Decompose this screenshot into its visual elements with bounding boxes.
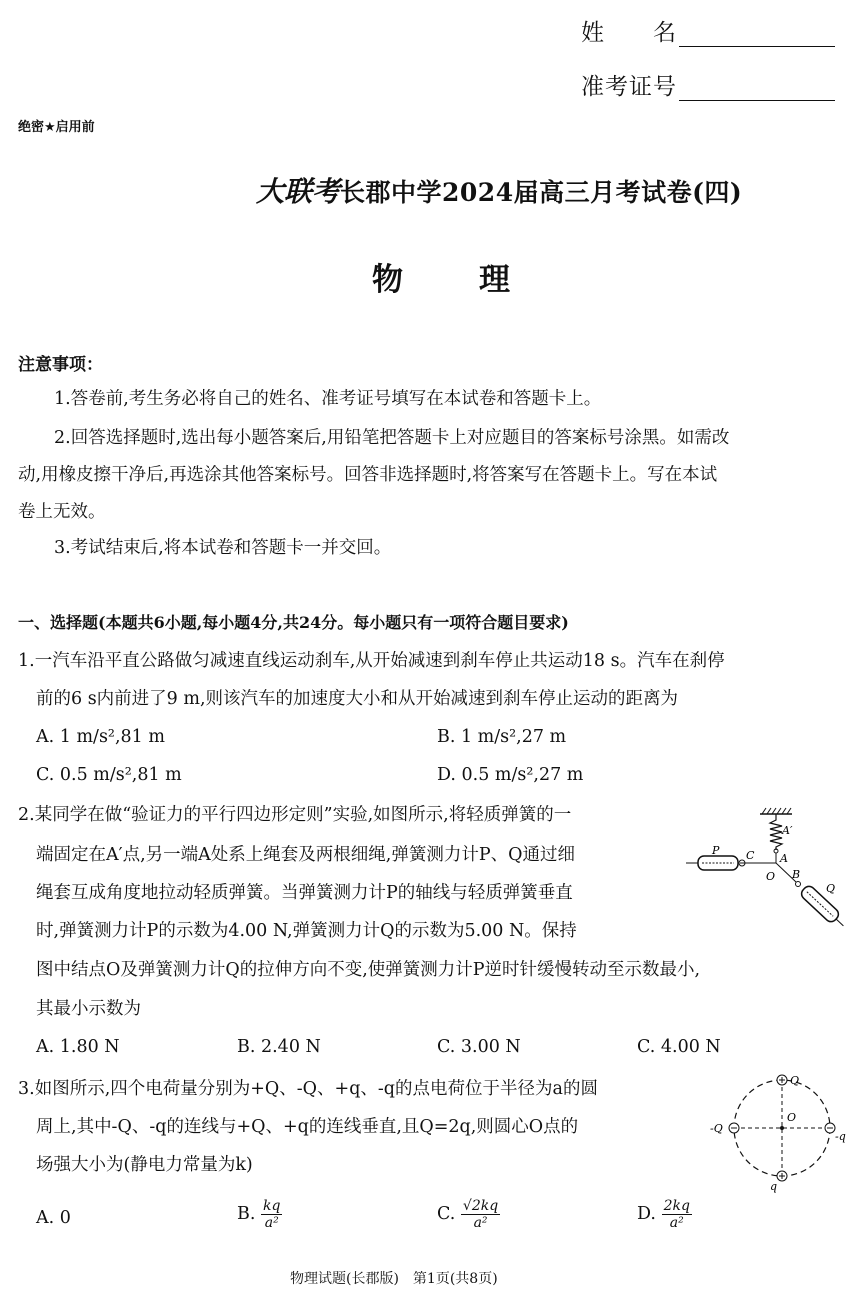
label-o: O (766, 870, 776, 883)
brand-logo-text: 大联考 (256, 175, 341, 208)
notice-heading: 注意事项： (18, 355, 103, 375)
q2-line-5: 图中结点O及弹簧测力计Q的拉伸方向不变,使弹簧测力计P逆时针缓慢转动至示数最小, (36, 960, 701, 980)
name-field[interactable] (581, 14, 835, 47)
name-label: 姓 名 (581, 20, 677, 46)
q3-option-d[interactable]: D. $\frac{2kq}{\text{a²}}$ (637, 1198, 690, 1231)
label-p: P (712, 844, 720, 857)
q2-line-4: 时,弹簧测力计P的示数为4.00 N,弹簧测力计Q的示数为5.00 N。保持 (36, 921, 577, 941)
q1-option-b[interactable]: B. 1 m/s²,27 m (437, 727, 567, 747)
exam-id-label: 准考证号 (581, 74, 677, 100)
q3-option-c[interactable]: C. $\frac{√2kq}{\text{a²}}$ (437, 1198, 499, 1231)
q3-option-c-fraction: $\frac{√2kq}{\text{a²}}$ (462, 1198, 499, 1231)
scale-q (799, 884, 848, 930)
subject-title (372, 254, 510, 299)
q2-line-1: 2.某同学在做“验证力的平行四边形定则”实验,如图所示,将轻质弹簧的一 (18, 805, 572, 825)
q2-line-6: 其最小示数为 (36, 999, 141, 1019)
label-a-prime: A′ (782, 824, 793, 837)
q3-option-b-fraction: $\frac{kq}{\text{a²}}$ (263, 1198, 281, 1231)
secret-label: 绝密★启用前 (18, 120, 95, 135)
q3-option-d-fraction: $\frac{2kq}{\text{a²}}$ (663, 1198, 690, 1231)
label-a: A (780, 852, 788, 865)
label-left: -Q (710, 1122, 723, 1135)
page-footer: 物理试题(长郡版) 第1页(共8页) (290, 1271, 498, 1287)
label-q: Q (826, 882, 836, 895)
name-blank-line (679, 45, 835, 47)
spring-coil (770, 814, 782, 850)
ceiling-hatch (762, 808, 791, 814)
exam-id-blank-line (679, 99, 835, 101)
subject-char-1: 物 (372, 262, 403, 298)
label-center-o: O (787, 1111, 797, 1124)
label-top: Q (790, 1074, 800, 1087)
exam-title-text: 长郡中学2024届高三月考试卷(四) (340, 178, 743, 207)
notice-line-2c: 卷上无效。 (18, 502, 106, 522)
q1-line-1: 1.一汽车沿平直公路做匀减速直线运动刹车,从开始减速到刹车停止共运动18 s。汽车在刹停 (18, 651, 725, 671)
q2-option-c[interactable]: C. 3.00 N (437, 1037, 521, 1057)
q3-charges-circle-figure (708, 1068, 856, 1196)
exam-id-field[interactable] (581, 68, 835, 101)
label-b: B (792, 868, 801, 881)
q2-spring-scale-figure (680, 800, 852, 930)
q2-option-b[interactable]: B. 2.40 N (237, 1037, 321, 1057)
q3-line-1: 3.如图所示,四个电荷量分别为+Q、-Q、+q、-q的点电荷位于半径为a的圆 (18, 1079, 598, 1099)
subject-char-2: 理 (479, 262, 510, 298)
exam-title (256, 170, 742, 210)
q1-option-c[interactable]: C. 0.5 m/s²,81 m (36, 765, 182, 785)
q3-option-a[interactable]: A. 0 (36, 1208, 71, 1228)
q2-line-2: 端固定在A′点,另一端A处系上绳套及两根细绳,弹簧测力计P、Q通过细 (36, 845, 575, 865)
q1-line-2: 前的6 s内前进了9 m,则该汽车的加速度大小和从开始减速到刹车停止运动的距离为 (36, 689, 679, 709)
q2-line-3: 绳套互成角度地拉动轻质弹簧。当弹簧测力计P的轴线与轻质弹簧垂直 (36, 883, 573, 903)
notice-line-2b: 动,用橡皮擦干净后,再选涂其他答案标号。回答非选择题时,将答案写在答题卡上。写在本试 (18, 465, 718, 485)
notice-line-1: 1.答卷前,考生务必将自己的姓名、准考证号填写在本试卷和答题卡上。 (54, 389, 602, 409)
center-o (780, 1126, 784, 1130)
q1-option-d[interactable]: D. 0.5 m/s²,27 m (437, 765, 584, 785)
notice-line-2a: 2.回答选择题时,选出每小题答案后,用铅笔把答题卡上对应题目的答案标号涂黑。如需改 (54, 428, 730, 448)
q3-option-b[interactable]: B. $\frac{kq}{\text{a²}}$ (237, 1198, 281, 1231)
section-1-heading: 一、选择题(本题共6小题,每小题4分,共24分。每小题只有一项符合题目要求) (18, 613, 569, 632)
q3-line-3: 场强大小为(静电力常量为k) (36, 1155, 253, 1175)
q3-line-2: 周上,其中-Q、-q的连线与+Q、+q的连线垂直,且Q=2q,则圆心O点的 (36, 1117, 579, 1137)
notice-line-3: 3.考试结束后,将本试卷和答题卡一并交回。 (54, 538, 392, 558)
label-c: C (746, 849, 755, 862)
q2-option-d[interactable]: C. 4.00 N (637, 1037, 721, 1057)
q1-option-a[interactable]: A. 1 m/s²,81 m (36, 727, 165, 747)
q2-option-a[interactable]: A. 1.80 N (36, 1037, 120, 1057)
label-right: -q (835, 1130, 846, 1143)
label-bottom: q (770, 1180, 778, 1193)
